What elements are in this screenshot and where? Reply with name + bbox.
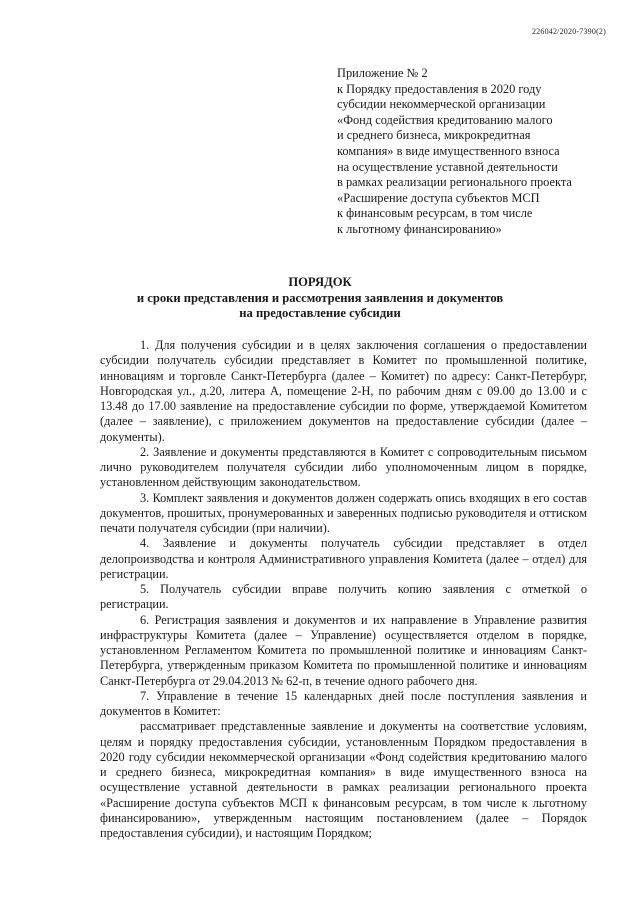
paragraph-7-item: рассматривает представленные заявление и документы на соответствие условиям, целям и порядку предоставления субсидии, установленным Порядком предоставления в 2020 году субсидии некоммерческой организации «Фонд содействия кредитованию малого и среднего бизнеса, микрокредитная компания» в виде имущественного взноса на осуществление уставной деятельности в рамках реализации регионального проекта «Расширение доступа субъектов МСП к финансовым ресурсам, в том числе к льготному финансированию», утвержденным настоящим постановлением (далее – Порядок предоставления субсидии), и настоящим Порядком;	[100, 719, 587, 840]
document-number: 226042/2020-7390(2)	[531, 27, 606, 36]
paragraph-4: 4. Заявление и документы получатель субсидии представляет в отдел делопроизводства и контроля Административного управления Комитета (далее – отдел) для регистрации.	[100, 536, 587, 581]
paragraph-7: 7. Управление в течение 15 календарных дней после поступления заявления и документов в Комитет:	[100, 688, 587, 718]
appendix-line: на осуществление уставной деятельности	[337, 159, 558, 174]
document-title-block	[60, 275, 580, 322]
document-subtitle: и сроки представления и рассмотрения заявления и документов	[136, 290, 504, 305]
appendix-line: Приложение № 2	[337, 66, 428, 80]
appendix-line: в рамках реализации регионального проекта	[337, 175, 572, 190]
appendix-header	[337, 66, 617, 238]
paragraph-5: 5. Получатель субсидии вправе получить копию заявления с отметкой о регистрации.	[100, 582, 587, 612]
paragraph-6: 6. Регистрация заявления и документов и их направление в Управление развития инфраструктуры Комитета (далее – Управление) осуществляется отделом в порядке, установленном Регламентом Комитета по промышленной политике и инновациям Санкт-Петербурга, утвержденным приказом Комитета по промышленной политике и инновациям Санкт-Петербурга от 29.04.2013 № 62-п, в течение одного рабочего дня.	[100, 612, 587, 688]
appendix-line: и среднего бизнеса, микрокредитная	[337, 128, 531, 143]
appendix-line: к Порядку предоставления в 2020 году	[337, 81, 542, 96]
appendix-line: «Расширение доступа субъектов МСП	[337, 190, 540, 205]
document-body	[100, 338, 587, 841]
document-subtitle: на предоставление субсидии	[239, 306, 401, 320]
paragraph-3: 3. Комплект заявления и документов должен содержать опись входящих в его состав документов, прошитых, пронумерованных и заверенных подписью руководителя и оттиском печати получателя субсидии (при наличии).	[100, 490, 587, 535]
appendix-line: к финансовым ресурсам, в том числе	[337, 206, 533, 221]
paragraph-1: 1. Для получения субсидии и в целях заключения соглашения о предоставлении субсидии получатель субсидии представляет в Комитет по промышленной политике, инновациям и торговле Санкт-Петербурга (далее – Комитет) по адресу: Санкт-Петербург, Новгородская ул., д.20, литера А, помещение 2-Н, по рабочим дням с 09.00 до 13.00 и с 13.48 до 17.00 заявление на предоставление субсидии по форме, утверждаемой Комитетом (далее – заявление), с приложением документов на предоставление субсидии (далее – документы).	[100, 338, 587, 444]
appendix-line: «Фонд содействия кредитованию малого	[337, 112, 553, 127]
appendix-line: к льготному финансированию»	[337, 221, 502, 236]
appendix-line: субсидии некоммерческой организации	[337, 97, 546, 112]
paragraph-2: 2. Заявление и документы представляются в Комитет с сопроводительным письмом лично руководителем получателя субсидии либо уполномоченным лицом в порядке, установленном действующим законодательством.	[100, 444, 587, 490]
appendix-line: компания» в виде имущественного взноса	[337, 143, 560, 158]
document-title: ПОРЯДОК	[288, 275, 352, 289]
